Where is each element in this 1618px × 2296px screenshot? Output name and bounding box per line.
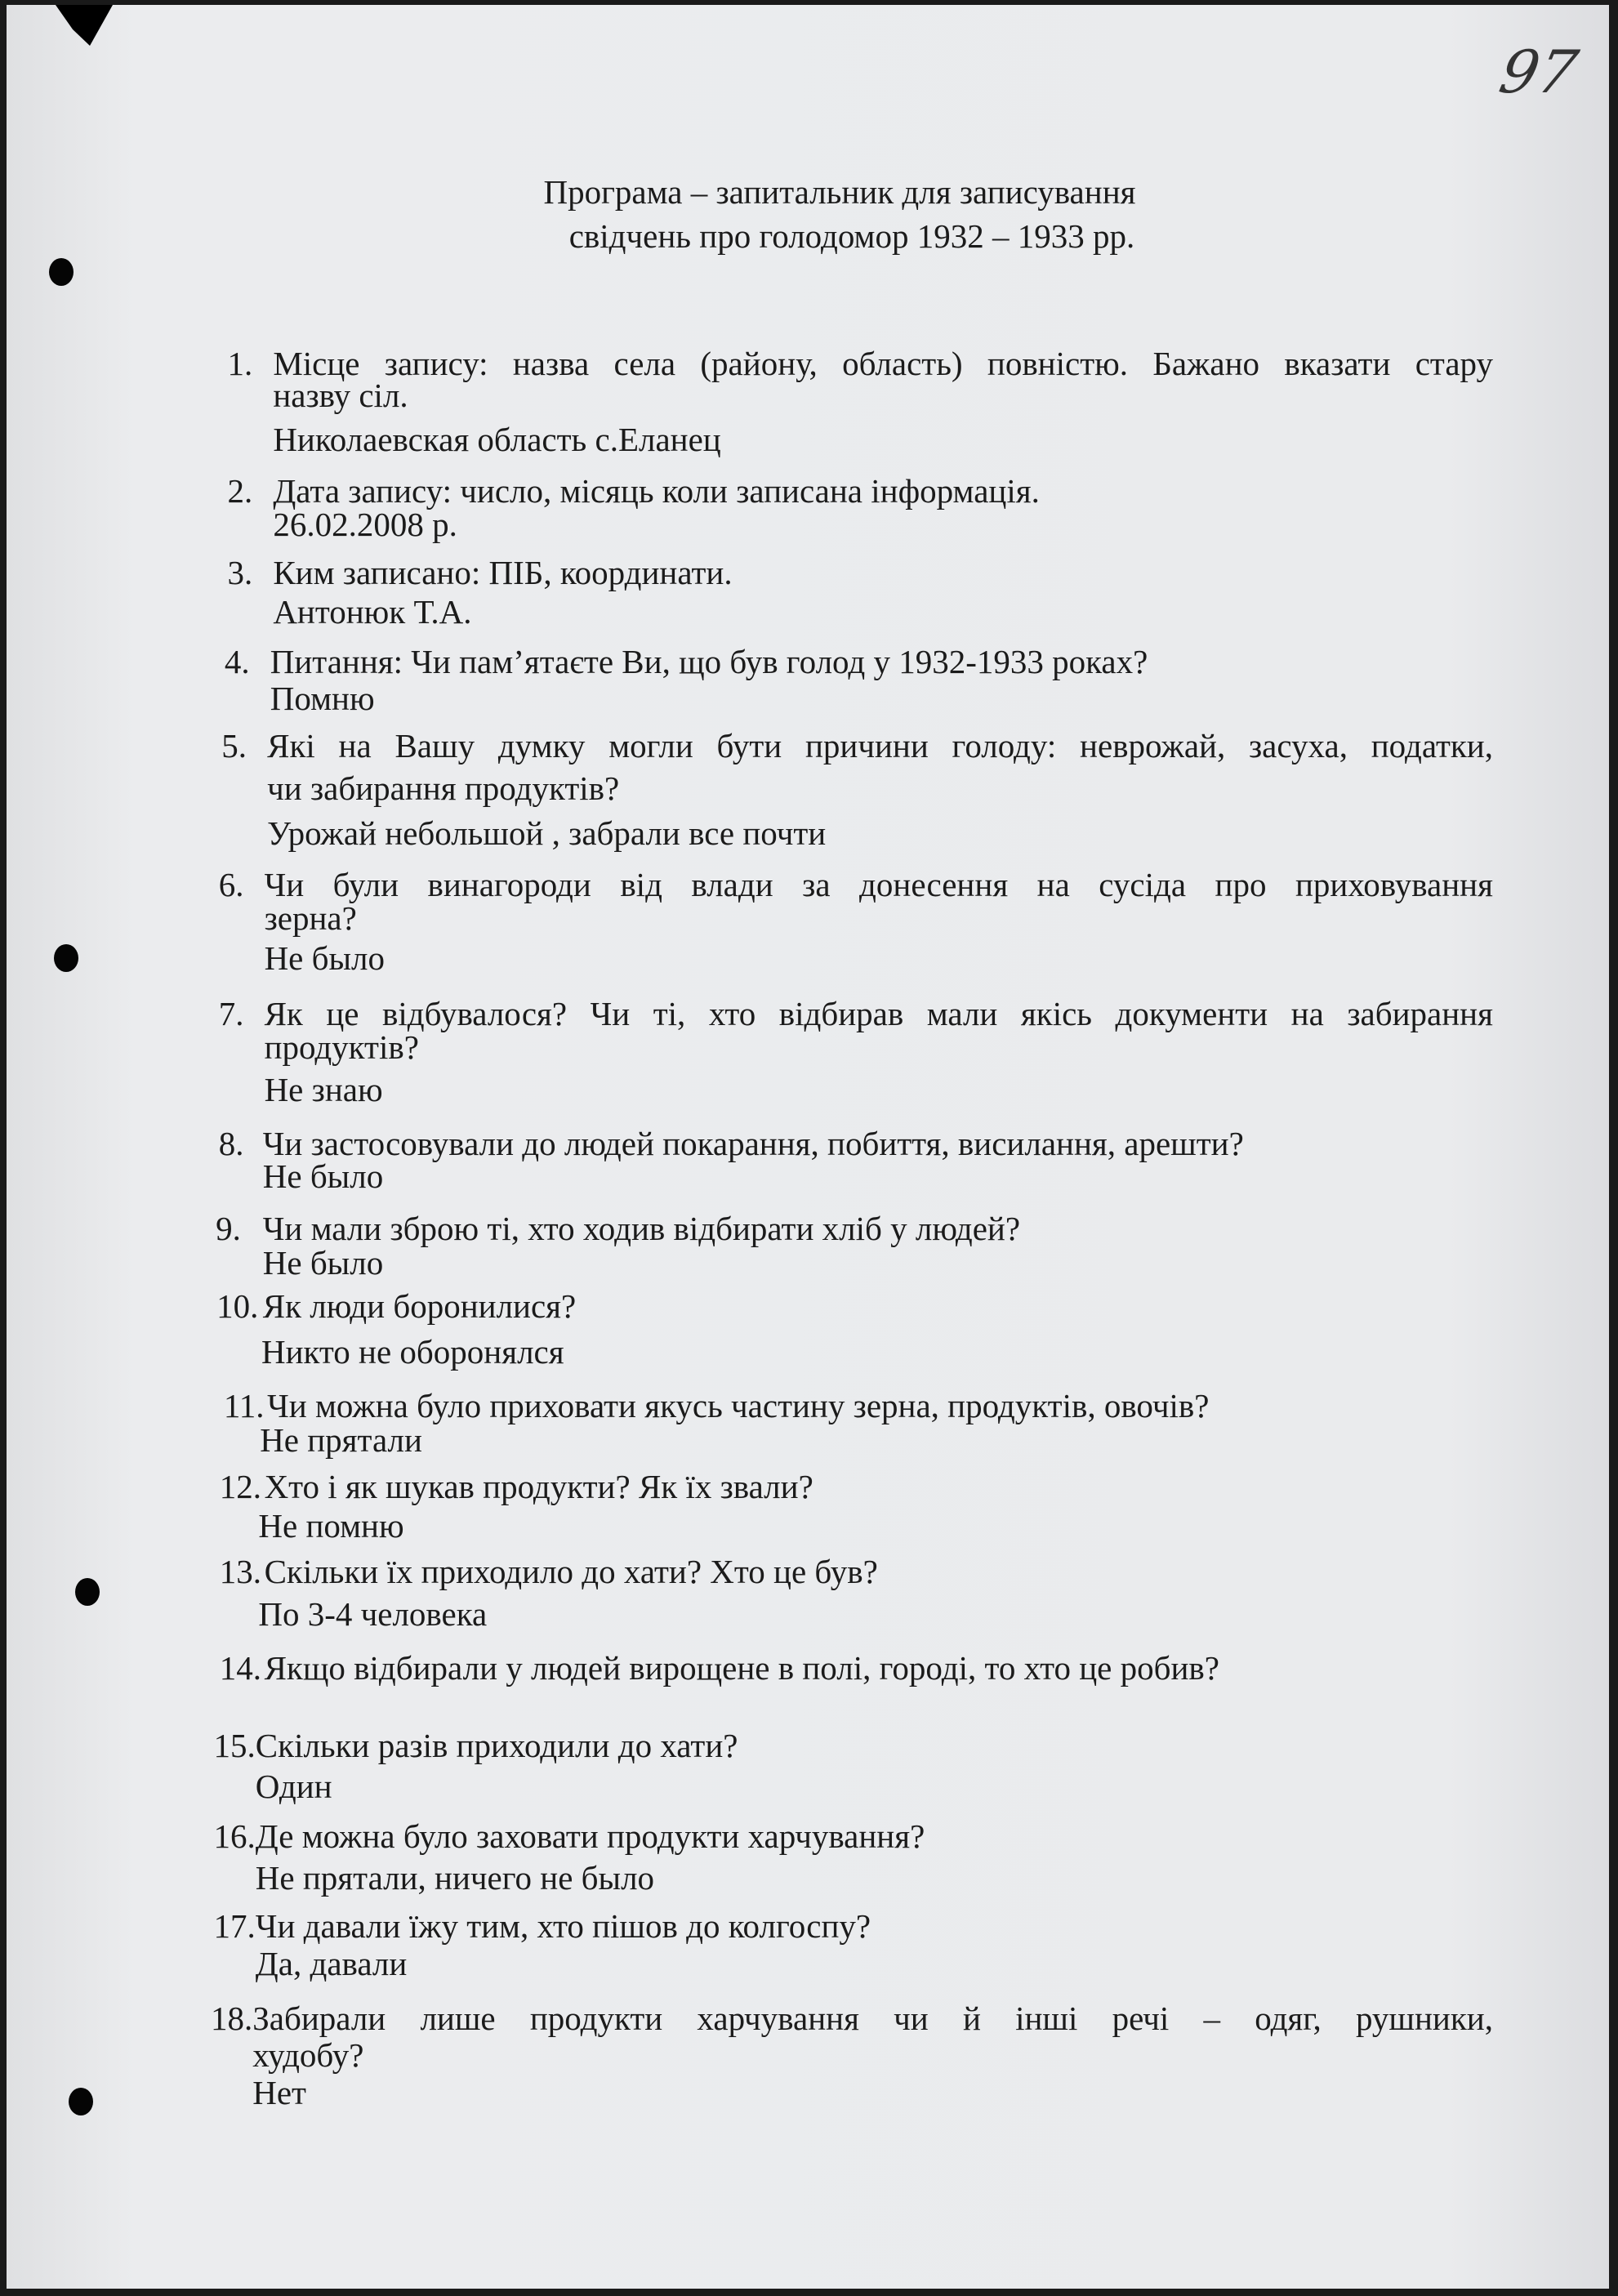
answer-text: Не прятали, ничего не было bbox=[255, 1858, 655, 1897]
question-line: Місце запису: назва села (району, область) повністю. Бажано вказати стару bbox=[273, 344, 1493, 382]
question-line: Питання: Чи пам’ятаєте Ви, що був голод у 1932-1933 роках? bbox=[270, 643, 1148, 681]
item-number: 2. bbox=[227, 471, 253, 510]
answer-text: Один bbox=[255, 1768, 332, 1806]
item-number: 9. bbox=[216, 1210, 241, 1248]
question-line: Скільки разів приходили до хати? bbox=[255, 1727, 738, 1765]
item-number: 7. bbox=[218, 994, 244, 1032]
punch-hole bbox=[49, 258, 74, 286]
punch-hole bbox=[75, 1578, 100, 1606]
question-line: Забирали лише продукти харчування чи й інші речі – одяг, рушники, bbox=[252, 1999, 1493, 2037]
question-line: Якщо відбирали у людей вирощене в полі, городі, то хто це робив? bbox=[264, 1649, 1219, 1687]
item-number: 8. bbox=[218, 1125, 244, 1163]
punch-hole bbox=[54, 944, 78, 972]
question-line: Чи були винагороди від влади за донесення на сусіда про приховування bbox=[264, 865, 1493, 903]
answer-text: Николаевская область с.Еланец bbox=[273, 420, 721, 458]
question-line: зерна? bbox=[264, 899, 357, 938]
item-number: 12. bbox=[219, 1467, 261, 1505]
item-number: 4. bbox=[224, 643, 250, 681]
answer-text: Не было bbox=[262, 1243, 384, 1282]
answer-text: Антонюк Т.А. bbox=[273, 593, 472, 631]
answer-text: По 3-4 человека bbox=[258, 1594, 488, 1633]
answer-text: Никто не оборонялся bbox=[261, 1332, 564, 1371]
question-line: Які на Вашу думку могли бути причини голоду: неврожай, засуха, податки, bbox=[267, 726, 1493, 765]
punch-hole bbox=[69, 2088, 93, 2115]
item-number: 3. bbox=[227, 554, 253, 592]
answer-text: Помню bbox=[270, 680, 375, 718]
question-line: Як це відбувалося? Чи ті, хто відбирав мали якісь документи на забирання bbox=[264, 994, 1493, 1032]
question-line: Ким записано: ПІБ, координати. bbox=[273, 554, 733, 592]
question-line: Чи можна було приховати якусь частину зерна, продуктів, овочів? bbox=[267, 1387, 1210, 1425]
question-line: Дата запису: число, місяць коли записана інформація. bbox=[273, 471, 1040, 510]
item-number: 15. bbox=[213, 1727, 256, 1765]
item-number: 16. bbox=[213, 1817, 256, 1856]
question-line: худобу? bbox=[252, 2035, 364, 2074]
question-line: Чи мали зброю ті, хто ходив відбирати хліб у людей? bbox=[262, 1210, 1021, 1248]
document-page bbox=[7, 5, 1609, 2289]
title-line-1: Програма – запитальник для записування bbox=[543, 173, 1136, 211]
answer-text: 26.02.2008 р. bbox=[273, 505, 457, 543]
question-line: назву сіл. bbox=[273, 377, 408, 415]
answer-text: Не прятали bbox=[260, 1420, 422, 1459]
handwritten-page-number: 97 bbox=[1494, 38, 1584, 106]
item-number: 17. bbox=[213, 1906, 256, 1945]
question-line: Де можна було заховати продукти харчування? bbox=[255, 1817, 925, 1856]
scan-artifact bbox=[56, 5, 113, 46]
question-line: Скільки їх приходило до хати? Хто це був? bbox=[264, 1552, 878, 1590]
answer-text: Урожай небольшой , забрали все почти bbox=[267, 814, 827, 853]
item-number: 5. bbox=[221, 726, 247, 765]
question-line: чи забирання продуктів? bbox=[267, 769, 620, 807]
answer-text: Не было bbox=[264, 938, 385, 977]
item-number: 14. bbox=[219, 1649, 261, 1687]
answer-text: Нет bbox=[252, 2074, 306, 2112]
answer-text: Не помню bbox=[258, 1507, 404, 1545]
title-line-2: свідчень про голодомор 1932 – 1933 рр. bbox=[568, 217, 1135, 255]
question-line: Як люди боронилися? bbox=[262, 1287, 577, 1326]
item-number: 6. bbox=[218, 865, 244, 903]
item-number: 11. bbox=[223, 1387, 265, 1425]
question-line: Чи давали їжу тим, хто пішов до колгоспу? bbox=[255, 1906, 871, 1945]
item-number: 10. bbox=[216, 1287, 259, 1326]
question-line: продуктів? bbox=[264, 1028, 419, 1066]
answer-text: Не было bbox=[262, 1157, 384, 1195]
answer-text: Да, давали bbox=[255, 1945, 408, 1983]
item-number: 13. bbox=[219, 1552, 261, 1590]
answer-text: Не знаю bbox=[264, 1070, 383, 1108]
question-line: Чи застосовували до людей покарання, побиття, висилання, арешти? bbox=[262, 1125, 1244, 1163]
item-number: 18. bbox=[210, 1999, 253, 2037]
question-line: Хто і як шукав продукти? Як їх звали? bbox=[264, 1467, 813, 1505]
item-number: 1. bbox=[227, 344, 253, 382]
